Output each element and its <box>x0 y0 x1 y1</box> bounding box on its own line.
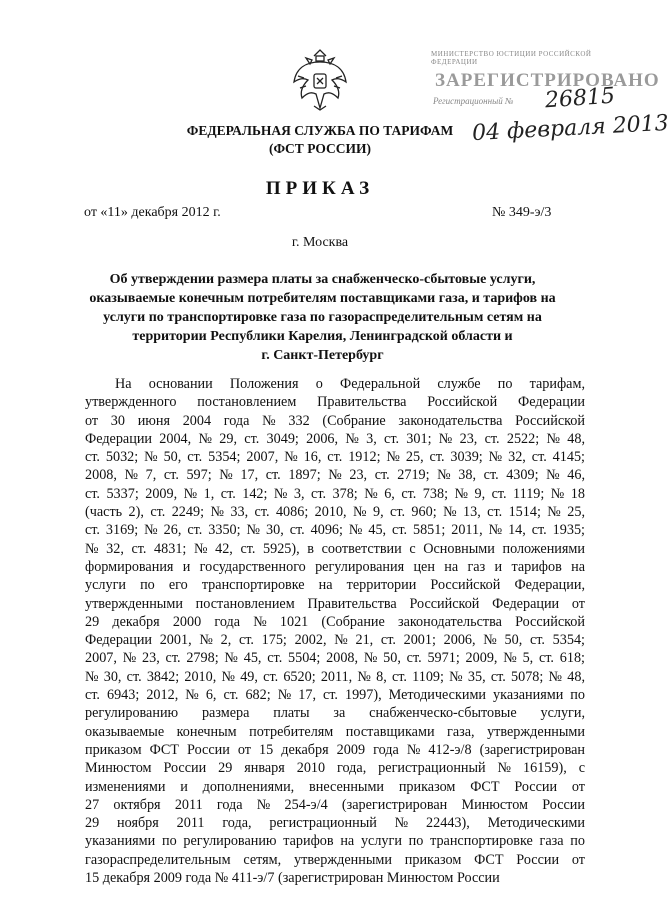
body-line: услуги по его транспортировке на территории Российской Федерации, <box>85 577 585 594</box>
agency-abbreviation: (ФСТ РОССИИ) <box>268 141 372 156</box>
body-line: На основании Положения о Федеральной службе по тарифам, <box>115 376 585 392</box>
body-line: ст. 5032; № 50, ст. 5354; 2007, № 16, ст. 1912; № 25, ст. 3039; № 32, ст. 4145; <box>85 449 585 466</box>
heading-line: г. Санкт-Петербург <box>261 348 384 363</box>
body-line: от 30 июня 2004 года № 332 (Собрание законодательства Российской <box>85 412 585 429</box>
heading-line: услуги по транспортировке газа по газораспределительным сетям на <box>103 310 542 325</box>
order-body-text <box>85 375 585 887</box>
stamp-handwritten-number: 26815 <box>544 83 616 114</box>
body-line: ст. 6943; 2012, № 6, ст. 682; № 17, ст. 1997), Методическими указаниями по <box>85 687 585 704</box>
body-line: формирования и государственного регулирования цен на газ и тарифов на <box>85 558 585 575</box>
body-line: ст. 3169; № 26, ст. 3350; № 30, ст. 4096; № 45, ст. 5851; 2011, № 14, ст. 1935; <box>85 522 585 539</box>
body-line: 2008, № 7, ст. 597; № 17, ст. 1897; № 23, ст. 2719; № 38, ст. 4309; № 46, <box>85 467 585 484</box>
body-line: 29 декабря 2000 года № 1021 (Собрание законодательства Российской <box>85 613 585 630</box>
body-line: 27 октября 2011 года № 254-э/4 (зарегистрирован Минюстом России <box>85 796 585 813</box>
stamp-registered-line: ЗАРЕГИСТРИРОВАНО <box>435 70 660 91</box>
agency-name: ФЕДЕРАЛЬНАЯ СЛУЖБА ПО ТАРИФАМ <box>186 123 454 138</box>
document-title: ПРИКАЗ <box>265 178 375 199</box>
body-line: 29 ноября 2011 года, регистрационный № 22443), Методическими <box>85 815 585 832</box>
heading-line: Об утверждении размера платы за снабженческо-сбытовые услуги, <box>109 272 536 287</box>
body-line: 2007, № 23, ст. 2798; № 45, ст. 5504; 2008, № 50, ст. 5971; 2009, № 5, ст. 618; <box>85 650 585 667</box>
body-line: № 32, ст. 4831; № 42, ст. 5925), в соответствии с Основными положениями <box>85 540 585 557</box>
registration-stamp <box>425 46 660 122</box>
stamp-regnum-label: Регистрационный № <box>433 96 514 106</box>
body-line: приказом ФСТ России от 15 декабря 2009 года № 412-э/8 (зарегистрирован <box>85 741 585 758</box>
body-line: утвержденными постановлением Правительства Российской Федерации от <box>85 595 585 612</box>
body-line: № 30, ст. 3842; 2010, № 49, ст. 6520; 2011, № 8, ст. 1109; № 35, ст. 5078; № 48, <box>85 668 585 685</box>
stamp-ministry-line: МИНИСТЕРСТВО ЮСТИЦИИ РОССИЙСКОЙ ФЕДЕРАЦИИ <box>431 50 592 66</box>
heading-line: оказываемые конечным потребителям поставщиками газа, и тарифов на <box>89 291 556 306</box>
heading-line: территории Республики Карелия, Ленинградской области и <box>132 329 513 344</box>
body-line: газораспределительным сетям, утвержденными приказом ФСТ России от <box>85 851 585 868</box>
order-city: г. Москва <box>291 235 349 250</box>
body-line: (часть 2), ст. 2249; № 33, ст. 4086; 2010, № 9, ст. 960; № 13, ст. 1514; № 25, <box>85 504 585 521</box>
coat-of-arms-icon <box>290 48 350 114</box>
body-line: 15 декабря 2009 года № 411-э/7 (зарегистрирован Минюстом России <box>85 870 500 887</box>
body-line: изменениями и дополнениями, внесенными приказом ФСТ России от <box>85 778 585 795</box>
order-heading <box>75 270 570 365</box>
body-line: указаниями по регулированию тарифов на услуги по транспортировке газа по <box>85 833 585 850</box>
body-line: регулированию размера платы за снабженческо-сбытовые услуги, <box>85 705 585 722</box>
body-line: утвержденного постановлением Правительства Российской Федерации <box>85 394 585 411</box>
order-number: № 349-э/3 <box>492 205 552 220</box>
body-line: Федерации 2001, № 2, ст. 175; 2002, № 21, ст. 2001; 2006, № 50, ст. 5354; <box>85 632 585 649</box>
stamp-handwritten-date: 04 февраля 2013 <box>471 110 669 147</box>
order-date: от «11» декабря 2012 г. <box>84 205 221 220</box>
body-line: ст. 5337; 2009, № 1, ст. 142; № 3, ст. 378; № 6, ст. 738; № 9, ст. 1119; № 18 <box>85 485 585 502</box>
body-line: Федерации 2004, № 29, ст. 3049; 2006, № 3, ст. 301; № 23, ст. 2522; № 48, <box>85 430 585 447</box>
body-line: Минюстом России 29 января 2010 года, регистрационный № 16159), с <box>85 760 585 777</box>
body-line: оказываемые конечным потребителям поставщиками газа, утвержденными <box>85 723 585 740</box>
